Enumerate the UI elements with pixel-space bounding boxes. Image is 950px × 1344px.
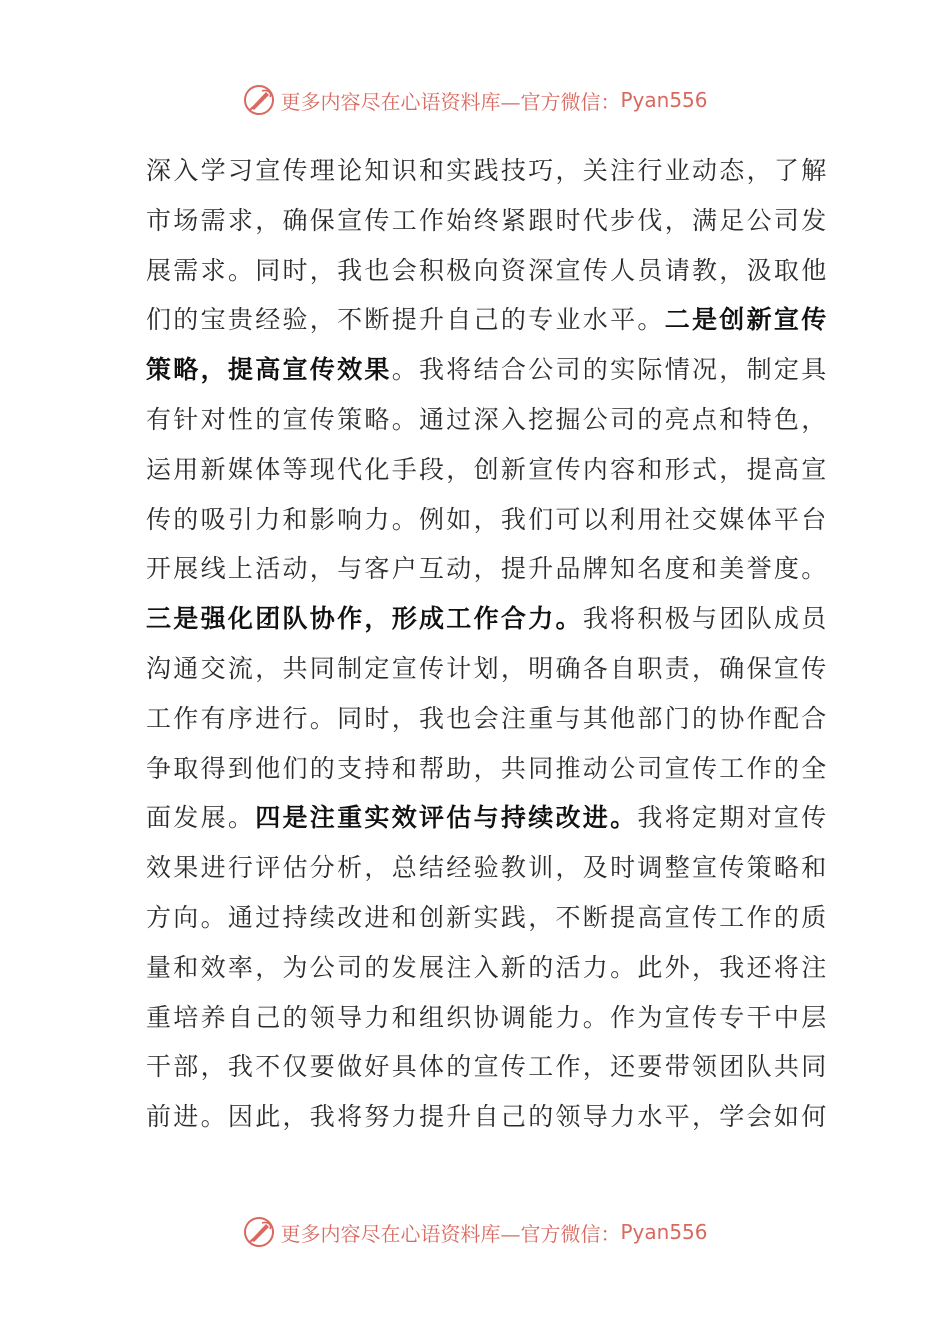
- text-line: [146, 893, 829, 943]
- text-line: [146, 495, 829, 545]
- text-segment: 效果进行评估分析，总结经验教训，及时调整宣传策略和: [146, 853, 829, 883]
- text-line: [146, 246, 829, 296]
- text-line: [146, 1042, 829, 1092]
- text-line: [146, 445, 829, 495]
- text-segment: 们的宝贵经验，不断提升自己的专业水平。: [146, 305, 665, 335]
- text-line: [146, 694, 829, 744]
- text-line: [146, 644, 829, 694]
- bold-text-segment: 二是创新宣传: [664, 305, 829, 335]
- text-segment: 开展线上活动，与客户互动，提升品牌知名度和美誉度。: [146, 554, 829, 584]
- text-segment: 展需求。同时，我也会积极向资深宣传人员请教，汲取他: [146, 255, 829, 285]
- text-line: [146, 793, 829, 843]
- text-segment: 深入学习宣传理论知识和实践技巧，关注行业动态，了解: [146, 156, 829, 185]
- text-line: [146, 943, 829, 993]
- document-body: [146, 146, 829, 1142]
- text-segment: 沟通交流，共同制定宣传计划，明确各自职责，确保宣传: [146, 653, 829, 683]
- footer-watermark-contact: Pyan556: [620, 1220, 708, 1244]
- header-watermark-text: 更多内容尽在心语资料库—官方微信：: [280, 89, 621, 114]
- quill-logo-icon: [242, 1215, 276, 1249]
- text-line: [146, 395, 829, 445]
- text-line: [146, 345, 829, 395]
- text-segment: 干部，我不仅要做好具体的宣传工作，还要带领团队共同: [146, 1052, 829, 1082]
- text-segment: 争取得到他们的支持和帮助，共同推动公司宣传工作的全: [146, 753, 829, 783]
- text-line: [146, 843, 829, 893]
- bold-text-segment: 三是强化团队协作，形成工作合力。: [146, 604, 583, 634]
- bold-text-segment: 策略，提高宣传效果: [146, 355, 392, 385]
- text-segment: 量和效率，为公司的发展注入新的活力。此外，我还将注: [146, 952, 829, 982]
- text-line: [146, 544, 829, 594]
- text-line: [146, 594, 829, 644]
- text-segment: 我将积极与团队成员: [582, 604, 829, 634]
- text-segment: 方向。通过持续改进和创新实践，不断提高宣传工作的质: [146, 902, 829, 932]
- text-line: [146, 1092, 829, 1142]
- text-line: [146, 993, 829, 1043]
- text-segment: 有针对性的宣传策略。通过深入挖掘公司的亮点和特色，: [146, 404, 829, 434]
- footer-watermark: [0, 1210, 950, 1254]
- text-segment: 重培养自己的领导力和组织协调能力。作为宣传专干中层: [146, 1002, 829, 1032]
- text-segment: 运用新媒体等现代化手段，创新宣传内容和形式，提高宣: [146, 454, 829, 484]
- text-line: [146, 196, 829, 246]
- text-segment: 。我将结合公司的实际情况，制定具: [391, 355, 829, 385]
- header-watermark-contact: Pyan556: [620, 88, 708, 112]
- quill-logo-icon: [242, 83, 276, 117]
- text-line: [146, 295, 829, 345]
- text-segment: 前进。因此，我将努力提升自己的领导力水平，学会如何: [146, 1102, 829, 1132]
- text-segment: 工作有序进行。同时，我也会注重与其他部门的协作配合: [146, 703, 829, 733]
- text-segment: 我将定期对宣传: [637, 803, 829, 833]
- text-segment: 面发展。: [146, 803, 256, 833]
- header-watermark: [0, 78, 950, 122]
- text-segment: 传的吸引力和影响力。例如，我们可以利用社交媒体平台: [146, 504, 829, 534]
- text-line: [146, 146, 829, 196]
- bold-text-segment: 四是注重实效评估与持续改进。: [255, 803, 638, 833]
- footer-watermark-text: 更多内容尽在心语资料库—官方微信：: [280, 1221, 621, 1246]
- text-segment: 市场需求，确保宣传工作始终紧跟时代步伐，满足公司发: [146, 205, 829, 235]
- text-line: [146, 744, 829, 794]
